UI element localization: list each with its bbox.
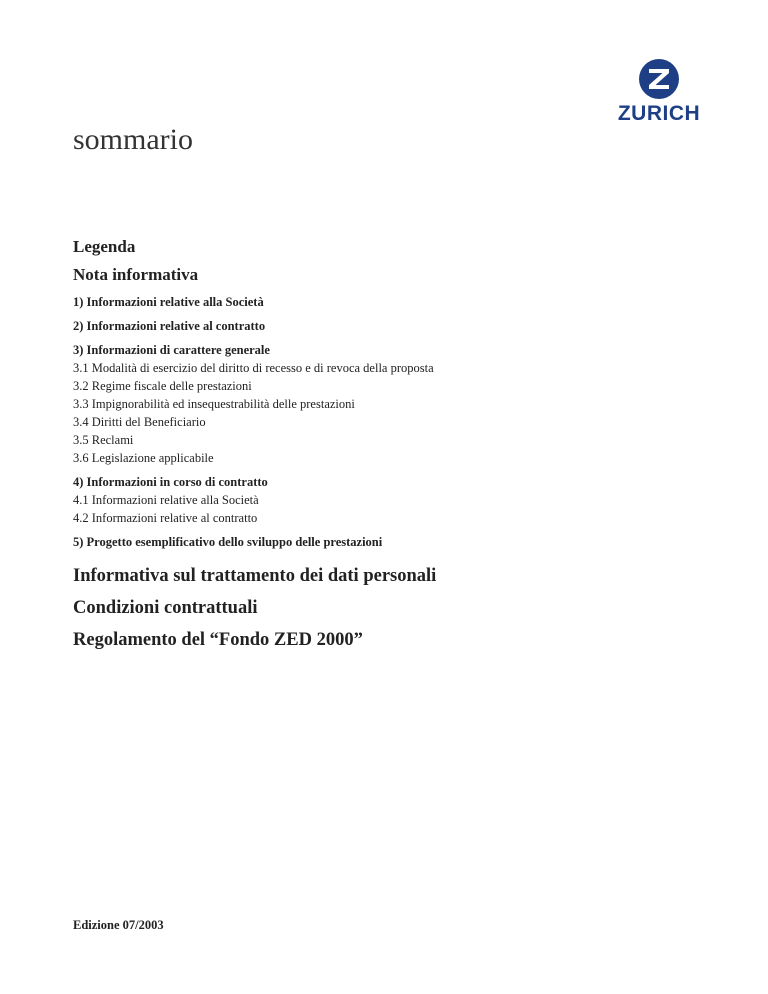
toc-item-3-1[interactable]: 3.1 Modalità di esercizio del diritto di recesso e di revoca della proposta <box>73 361 434 375</box>
toc-section-3[interactable]: 3) Informazioni di carattere generale <box>73 343 270 357</box>
page-title: sommario <box>73 123 193 156</box>
toc-nota-informativa[interactable]: Nota informativa <box>73 265 199 284</box>
toc-section-5[interactable]: 5) Progetto esemplificativo dello sviluppo delle prestazioni <box>73 535 383 549</box>
toc-item-3-6[interactable]: 3.6 Legislazione applicabile <box>73 451 214 465</box>
zurich-z-emblem-icon <box>638 58 680 100</box>
toc-item-4-2[interactable]: 4.2 Informazioni relative al contratto <box>73 511 258 525</box>
toc-item-3-2[interactable]: 3.2 Regime fiscale delle prestazioni <box>73 379 252 393</box>
table-of-contents <box>73 235 713 653</box>
toc-item-3-3[interactable]: 3.3 Impignorabilità ed insequestrabilità delle prestazioni <box>73 397 355 411</box>
toc-section-2[interactable]: 2) Informazioni relative al contratto <box>73 319 266 333</box>
toc-condizioni-contrattuali[interactable]: Condizioni contrattuali <box>73 598 258 618</box>
toc-item-4-1[interactable]: 4.1 Informazioni relative alla Società <box>73 493 259 507</box>
edition-label: Edizione 07/2003 <box>73 918 164 932</box>
toc-legenda[interactable]: Legenda <box>73 237 136 256</box>
toc-regolamento-fondo[interactable]: Regolamento del “Fondo ZED 2000” <box>73 630 363 650</box>
toc-item-3-4[interactable]: 3.4 Diritti del Beneficiario <box>73 415 206 429</box>
zurich-logo <box>604 58 714 126</box>
toc-informativa-dati-personali[interactable]: Informativa sul trattamento dei dati personali <box>73 566 437 586</box>
toc-section-1[interactable]: 1) Informazioni relative alla Società <box>73 295 264 309</box>
toc-section-4[interactable]: 4) Informazioni in corso di contratto <box>73 475 268 489</box>
toc-item-3-5[interactable]: 3.5 Reclami <box>73 433 134 447</box>
logo-wordmark: ZURICH <box>617 102 701 125</box>
